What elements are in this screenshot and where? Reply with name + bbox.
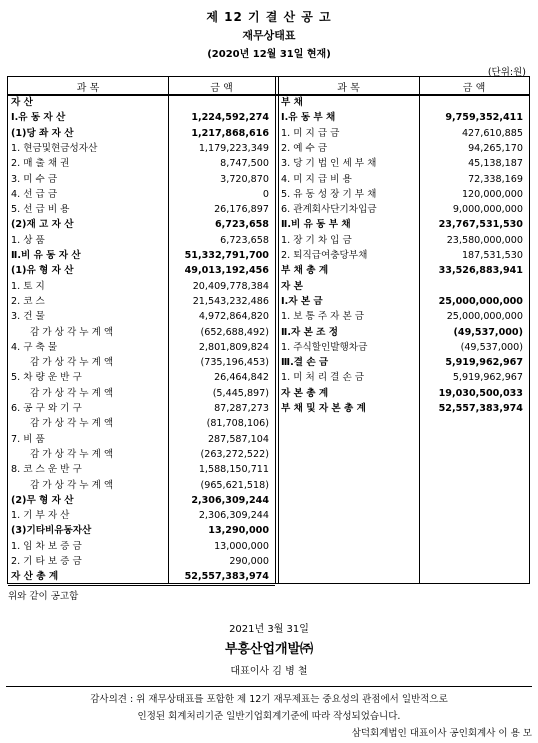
row-amount: (81,708,106) bbox=[206, 418, 269, 430]
row-amount: 4,972,864,820 bbox=[198, 311, 269, 323]
row-label: (1)유 형 자 산 bbox=[11, 265, 74, 277]
balance-sheet-table bbox=[7, 76, 530, 584]
row-label: 1. 토 지 bbox=[11, 280, 45, 292]
row-amount: 26,176,897 bbox=[214, 204, 269, 216]
row-amount: 5,919,962,967 bbox=[445, 357, 523, 369]
row-amount: 72,338,169 bbox=[468, 173, 523, 185]
row-amount: 1,224,592,274 bbox=[191, 112, 269, 124]
col-right-item: 과 목 bbox=[337, 83, 360, 94]
table-row bbox=[8, 554, 275, 569]
row-label: 2. 기 타 보 증 금 bbox=[11, 556, 82, 567]
row-amount: 6,723,658 bbox=[220, 234, 269, 246]
row-label: 자 산 bbox=[11, 97, 33, 108]
audit-opinion bbox=[6, 686, 532, 743]
row-amount: (263,272,522) bbox=[200, 448, 269, 460]
row-label: 부 채 bbox=[281, 97, 303, 108]
row-label: 2. 코 스 bbox=[11, 295, 45, 307]
row-amount: 49,013,192,456 bbox=[184, 265, 269, 277]
table-row bbox=[278, 187, 529, 202]
audit-line-2: 인정된 회계처리기준 일반기업회계기준에 따라 작성되었습니다. bbox=[137, 711, 401, 722]
row-label: 부 채 및 자 본 총 계 bbox=[281, 403, 366, 414]
row-label: 1. 상 품 bbox=[11, 234, 45, 246]
col-left-item: 과 목 bbox=[76, 83, 100, 94]
row-label: Ⅰ.유 동 자 산 bbox=[11, 112, 66, 124]
ceo-name: 대표이사 김 병 철 bbox=[230, 666, 308, 677]
row-label: 감 가 상 각 누 계 액 bbox=[30, 357, 114, 369]
row-label: 부 채 총 계 bbox=[281, 265, 329, 277]
table-row bbox=[8, 340, 275, 355]
table-row bbox=[278, 141, 529, 156]
row-label: 3. 미 수 금 bbox=[11, 173, 58, 185]
table-row bbox=[8, 202, 275, 217]
row-label: 2. 예 수 금 bbox=[281, 142, 328, 154]
table-row bbox=[278, 401, 529, 416]
row-label: 4. 선 급 금 bbox=[11, 188, 58, 200]
table-row bbox=[278, 202, 529, 217]
row-label: 1. 현금및현금성자산 bbox=[11, 142, 98, 154]
row-amount: 19,030,500,033 bbox=[438, 387, 523, 399]
table-row bbox=[8, 478, 275, 493]
table-row bbox=[278, 340, 529, 355]
table-row bbox=[8, 309, 275, 324]
table-row bbox=[278, 95, 529, 110]
table-row bbox=[8, 508, 275, 523]
table-row bbox=[8, 172, 275, 187]
table-row bbox=[278, 309, 529, 324]
row-amount: (5,445,897) bbox=[212, 387, 269, 399]
row-label: 6. 공 구 와 기 구 bbox=[11, 403, 82, 414]
row-amount: 52,557,383,974 bbox=[184, 571, 269, 583]
table-row bbox=[8, 233, 275, 248]
table-row bbox=[8, 462, 275, 477]
row-label: 7. 비 품 bbox=[11, 433, 45, 445]
audit-line-1: 감사의견 : 위 재무상태표를 포함한 제 12기 재무제표는 중요성의 관점에서 일반적으로 bbox=[90, 694, 448, 705]
row-label: 2. 퇴직급여충당부채 bbox=[281, 250, 368, 261]
row-label: Ⅰ.유 동 부 채 bbox=[281, 112, 336, 124]
row-label: 1. 보 통 주 자 본 금 bbox=[281, 311, 365, 323]
row-amount: 120,000,000 bbox=[461, 188, 523, 200]
row-amount: 52,557,383,974 bbox=[438, 403, 523, 414]
row-amount: 3,720,870 bbox=[220, 173, 269, 185]
table-row bbox=[8, 141, 275, 156]
auditor-signature: 삼덕회계법인 대표이사 공인회계사 이 용 모 bbox=[351, 728, 532, 739]
row-label: 자 본 bbox=[281, 280, 303, 292]
table-row bbox=[8, 370, 275, 385]
table-row bbox=[278, 325, 529, 340]
row-amount: 94,265,170 bbox=[468, 142, 523, 154]
row-label: (2)무 형 자 산 bbox=[11, 494, 74, 506]
row-amount: 2,306,309,244 bbox=[198, 510, 269, 522]
row-label: (1)당 좌 자 산 bbox=[11, 127, 74, 139]
table-row bbox=[8, 569, 275, 585]
table-row bbox=[8, 217, 275, 232]
row-label: 감 가 상 각 누 계 액 bbox=[30, 418, 114, 430]
table-row bbox=[8, 386, 275, 401]
table-row bbox=[8, 279, 275, 294]
row-label: 6. 관계회사단기차입금 bbox=[281, 204, 377, 216]
statement-date: (2020년 12월 31일 현재) bbox=[207, 49, 331, 60]
table-row bbox=[8, 187, 275, 202]
column-header bbox=[8, 77, 529, 96]
row-label: 감 가 상 각 누 계 액 bbox=[30, 448, 114, 460]
table-row bbox=[278, 279, 529, 294]
col-right-amount: 금 액 bbox=[462, 83, 486, 94]
table-row bbox=[278, 172, 529, 187]
row-label: 8. 코 스 운 반 구 bbox=[11, 464, 82, 476]
row-amount: 20,409,778,384 bbox=[192, 280, 269, 292]
table-row bbox=[8, 325, 275, 340]
row-amount: 287,587,104 bbox=[207, 433, 269, 445]
row-amount: 6,723,658 bbox=[214, 219, 269, 231]
row-label: Ⅱ.비 유 동 부 채 bbox=[281, 219, 351, 231]
row-label: 자 본 총 계 bbox=[281, 387, 329, 399]
row-amount: 51,332,791,700 bbox=[184, 250, 269, 261]
notice-title: 제 12 기 결 산 공 고 bbox=[206, 10, 332, 24]
table-row bbox=[278, 126, 529, 141]
statement-title: 재무상태표 bbox=[242, 29, 296, 42]
row-label: Ⅲ.결 손 금 bbox=[281, 357, 329, 369]
row-label: 5. 유 동 성 장 기 부 채 bbox=[281, 188, 377, 200]
table-row bbox=[8, 95, 275, 110]
table-row bbox=[278, 386, 529, 401]
row-label: Ⅰ.자 본 금 bbox=[281, 295, 323, 307]
row-amount: 5,919,962,967 bbox=[452, 372, 523, 384]
table-row bbox=[278, 370, 529, 385]
row-amount: (965,621,518) bbox=[200, 479, 269, 491]
row-label: 1. 장 기 차 입 금 bbox=[281, 234, 352, 246]
row-amount: (735,196,453) bbox=[200, 357, 269, 369]
unit-label: (단위:원) bbox=[487, 67, 526, 78]
row-label: 1. 미 처 리 결 손 금 bbox=[281, 372, 365, 384]
row-amount: 8,747,500 bbox=[220, 158, 269, 170]
row-label: Ⅱ.비 유 동 자 산 bbox=[11, 250, 81, 261]
row-amount: 187,531,530 bbox=[461, 250, 523, 261]
row-amount: 25,000,000,000 bbox=[438, 295, 523, 307]
table-row bbox=[8, 263, 275, 278]
row-amount: (652,688,492) bbox=[200, 326, 269, 338]
table-row bbox=[278, 355, 529, 370]
company-name: 부흥산업개발㈜ bbox=[224, 642, 314, 657]
row-amount: 87,287,273 bbox=[214, 403, 269, 414]
table-row bbox=[8, 401, 275, 416]
table-row bbox=[278, 294, 529, 309]
row-amount: 427,610,885 bbox=[461, 127, 523, 139]
table-row bbox=[8, 294, 275, 309]
table-row bbox=[8, 493, 275, 508]
row-amount: 9,759,352,411 bbox=[445, 112, 523, 124]
row-amount: 290,000 bbox=[229, 556, 269, 567]
table-row bbox=[8, 539, 275, 554]
table-row bbox=[8, 523, 275, 538]
row-label: (2)재 고 자 산 bbox=[11, 219, 74, 231]
row-label: 2. 매 출 채 권 bbox=[11, 158, 70, 170]
table-row bbox=[8, 126, 275, 141]
row-amount: 33,526,883,941 bbox=[438, 265, 523, 277]
table-row bbox=[8, 432, 275, 447]
table-row bbox=[278, 217, 529, 232]
column-divider bbox=[275, 77, 276, 583]
table-row bbox=[278, 233, 529, 248]
table-row bbox=[8, 416, 275, 431]
row-amount: 45,138,187 bbox=[468, 158, 523, 170]
publish-date: 2021년 3월 31일 bbox=[229, 624, 309, 635]
row-label: 5. 선 급 비 용 bbox=[11, 204, 70, 216]
row-amount: 13,290,000 bbox=[208, 525, 269, 537]
table-row bbox=[8, 248, 275, 263]
row-label: 감 가 상 각 누 계 액 bbox=[30, 326, 114, 338]
row-amount: 21,543,232,486 bbox=[192, 295, 269, 307]
row-amount: 9,000,000,000 bbox=[452, 204, 523, 216]
table-row bbox=[278, 156, 529, 171]
row-amount: (49,537,000) bbox=[453, 326, 523, 338]
row-label: 4. 구 축 물 bbox=[11, 341, 58, 353]
row-label: 1. 주식할인발행차금 bbox=[281, 341, 368, 353]
row-amount: 23,767,531,530 bbox=[438, 219, 523, 231]
row-label: (3)기타비유동자산 bbox=[11, 525, 92, 537]
row-amount: 1,588,150,711 bbox=[198, 464, 269, 476]
row-amount: 25,000,000,000 bbox=[446, 311, 523, 323]
row-label: 자 산 총 계 bbox=[11, 571, 59, 583]
row-amount: 1,217,868,616 bbox=[191, 127, 269, 139]
row-label: 1. 기 부 자 산 bbox=[11, 510, 70, 522]
row-label: 4. 미 지 급 비 용 bbox=[281, 173, 352, 185]
row-label: 5. 차 량 운 반 구 bbox=[11, 372, 82, 384]
table-row bbox=[278, 110, 529, 125]
table-row bbox=[8, 156, 275, 171]
row-label: Ⅱ.자 본 조 정 bbox=[281, 326, 339, 338]
row-amount: 0 bbox=[262, 188, 269, 200]
row-label: 3. 당 기 법 인 세 부 채 bbox=[281, 158, 377, 170]
row-amount: 26,464,842 bbox=[214, 372, 269, 384]
row-amount: 23,580,000,000 bbox=[446, 234, 523, 246]
table-row bbox=[8, 355, 275, 370]
row-label: 1. 임 차 보 증 금 bbox=[11, 540, 82, 552]
table-row bbox=[8, 110, 275, 125]
row-label: 감 가 상 각 누 계 액 bbox=[30, 479, 114, 491]
row-label: 감 가 상 각 누 계 액 bbox=[30, 387, 114, 399]
row-amount: 2,306,309,244 bbox=[191, 494, 269, 506]
row-amount: 2,801,809,824 bbox=[198, 341, 269, 353]
table-row bbox=[8, 447, 275, 462]
table-row bbox=[278, 248, 529, 263]
row-label: 3. 건 물 bbox=[11, 311, 45, 323]
table-row bbox=[278, 263, 529, 278]
col-left-amount: 금 액 bbox=[210, 83, 233, 94]
row-amount: (49,537,000) bbox=[460, 341, 523, 353]
notice-footnote: 위와 같이 공고함 bbox=[8, 591, 79, 602]
row-amount: 13,000,000 bbox=[214, 540, 269, 552]
row-amount: 1,179,223,349 bbox=[198, 142, 269, 154]
row-label: 1. 미 지 급 금 bbox=[281, 127, 340, 139]
